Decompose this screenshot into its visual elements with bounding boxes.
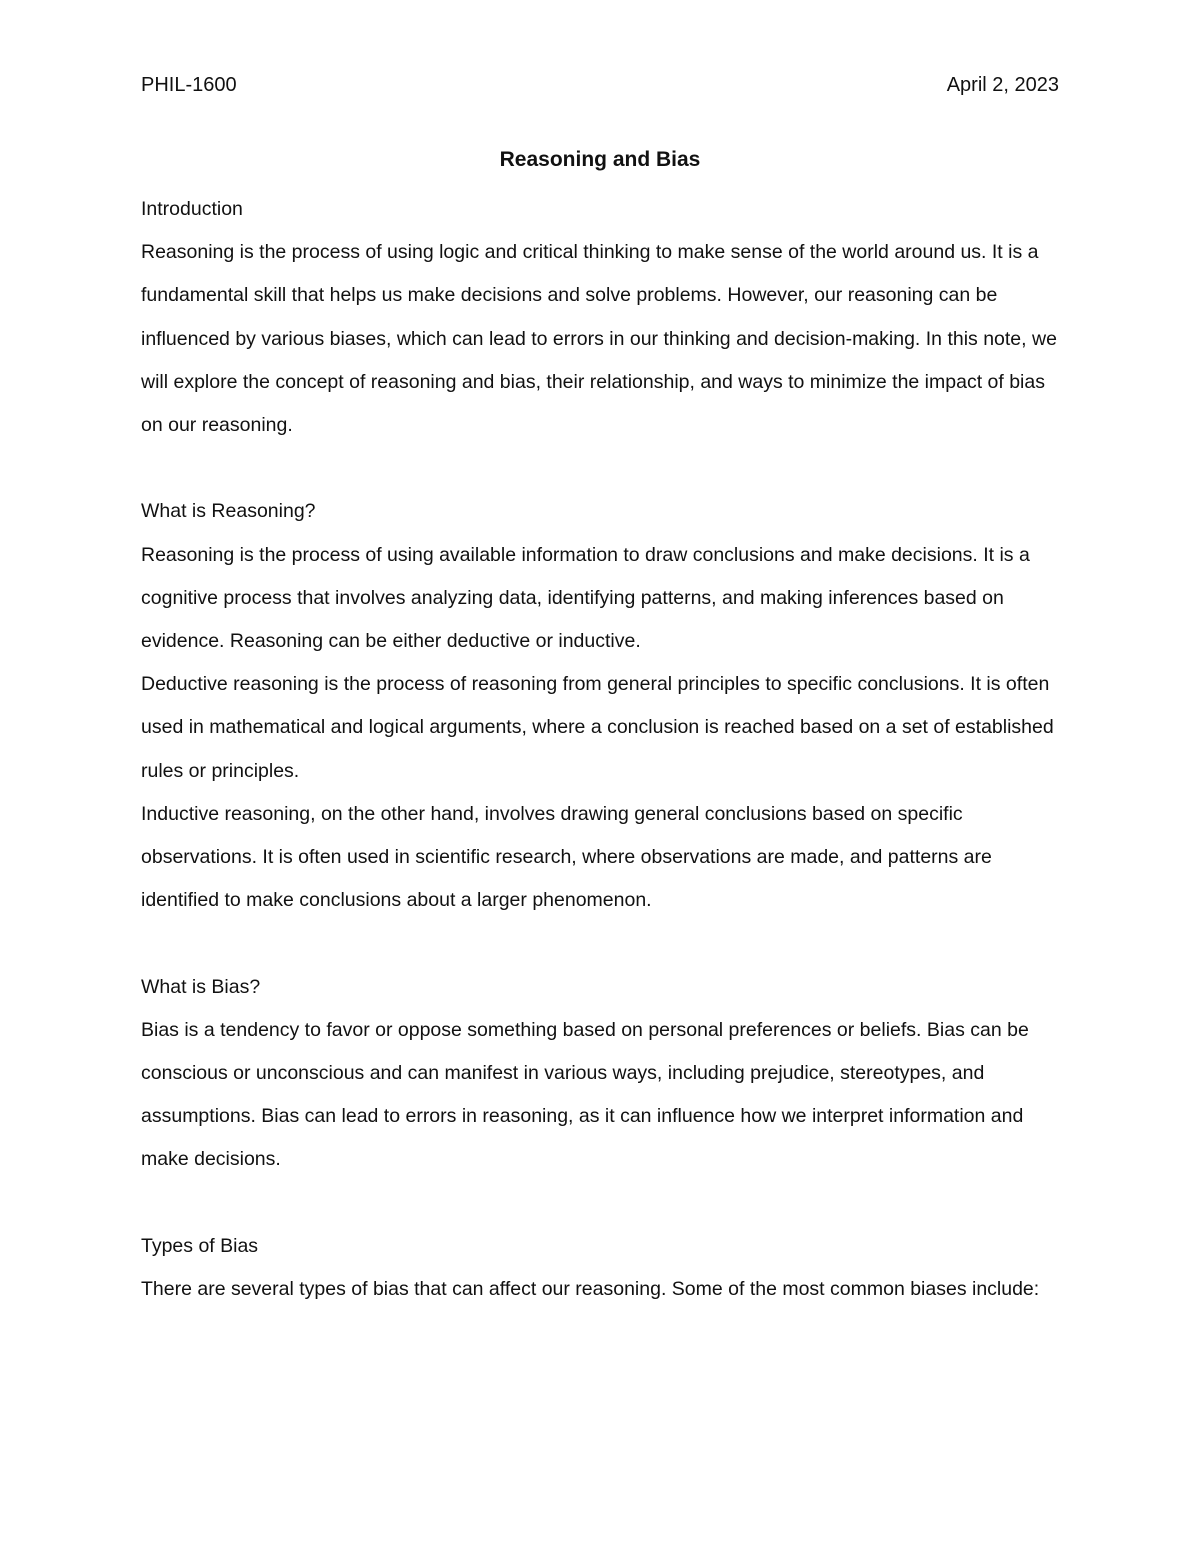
- paragraph-gap: [141, 922, 1059, 965]
- section-heading-introduction: Introduction: [141, 198, 243, 220]
- paragraph-gap: [141, 447, 1059, 490]
- document-body: [141, 188, 1059, 1311]
- types-of-bias-paragraph: There are several types of bias that can affect our reasoning. Some of the most common biases include:: [141, 1278, 1040, 1301]
- course-code: PHIL-1600: [141, 74, 237, 96]
- introduction-paragraph: Reasoning is the process of using logic and critical thinking to make sense of the world around us. It is a fundamental skill that helps us make decisions and solve problems. However, our reasoning can be influenced by various biases, which can lead to errors in our thinking and decision-making. In this note, we will explore the concept of reasoning and bias, their relationship, and ways to minimize the impact of bias on our reasoning.: [141, 241, 1057, 437]
- page-header: [141, 70, 1059, 100]
- document-date: April 2, 2023: [946, 74, 1059, 96]
- paragraph-gap: [141, 1182, 1059, 1225]
- section-heading-types-of-bias: Types of Bias: [141, 1234, 259, 1257]
- deductive-reasoning-paragraph: Deductive reasoning is the process of reasoning from general principles to specific conclusions. It is often used in mathematical and logical arguments, where a conclusion is reached based on a set of established rules or principles.: [141, 673, 1054, 782]
- bias-paragraph: Bias is a tendency to favor or oppose something based on personal preferences or beliefs. Bias can be conscious or unconscious and can manifest in various ways, including prejudice, stereotypes, and assumptions. Bias can lead to errors in reasoning, as it can influence how we interpret information and make decisions.: [141, 1018, 1029, 1171]
- document-title: Reasoning and Bias: [499, 148, 701, 171]
- section-heading-what-is-reasoning: What is Reasoning?: [141, 500, 316, 523]
- reasoning-paragraph: Reasoning is the process of using available information to draw conclusions and make decisions. It is a cognitive process that involves analyzing data, identifying patterns, and making inferences based on evidence. Reasoning can be either deductive or inductive.: [141, 543, 1030, 653]
- inductive-reasoning-paragraph: Inductive reasoning, on the other hand, involves drawing general conclusions based on specific observations. It is often used in scientific research, where observations are made, and patterns are identified to make conclusions about a larger phenomenon.: [141, 802, 992, 912]
- section-heading-what-is-bias: What is Bias?: [141, 975, 261, 998]
